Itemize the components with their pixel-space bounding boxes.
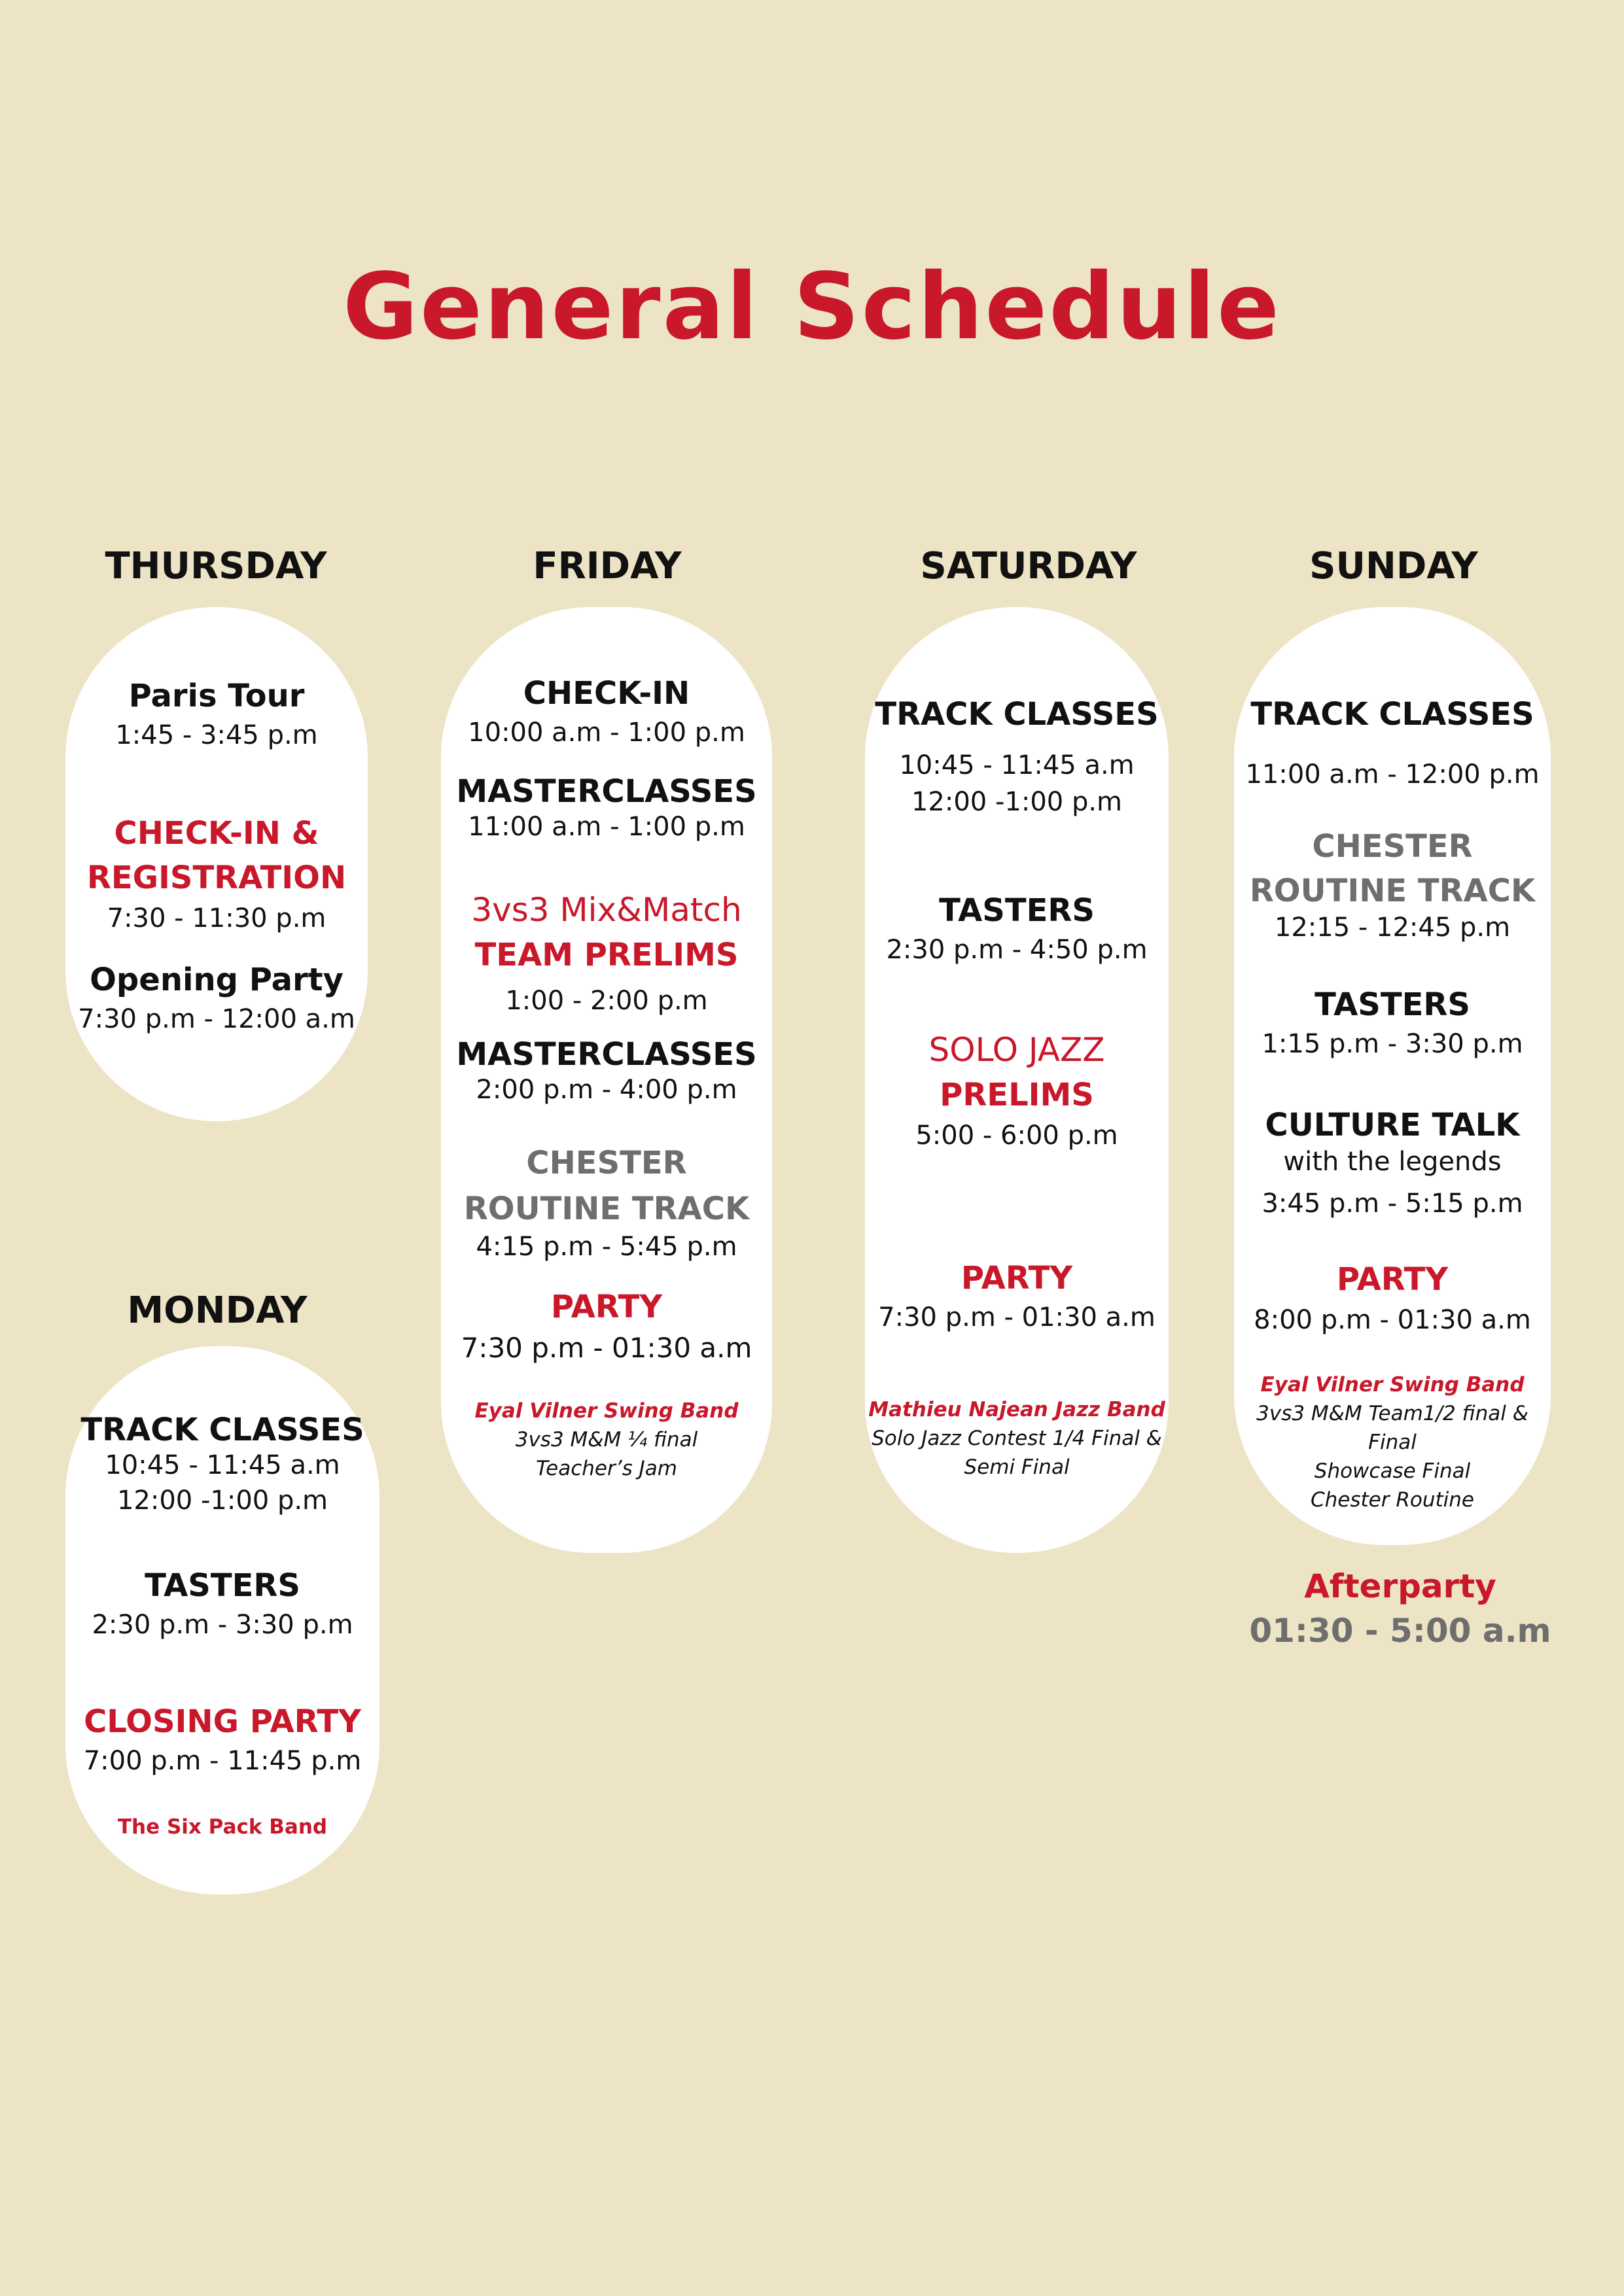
solo-jazz-title: SOLO JAZZ xyxy=(928,1031,1105,1069)
paris-tour-title: Paris Tour xyxy=(128,678,305,714)
sunday-note-3: Showcase Final xyxy=(1314,1459,1471,1483)
friday-masterclasses2-title: MASTERCLASSES xyxy=(456,1036,757,1073)
afterparty-time: 01:30 - 5:00 a.m xyxy=(1249,1612,1551,1650)
page-title: General Schedule xyxy=(343,254,1281,360)
closing-party-time: 7:00 p.m - 11:45 p.m xyxy=(83,1746,362,1776)
monday-band: The Six Pack Band xyxy=(117,1815,328,1839)
sunday-track-classes-title: TRACK CLASSES xyxy=(1250,696,1534,733)
friday-party-title: PARTY xyxy=(550,1289,663,1325)
saturday-party-title: PARTY xyxy=(961,1260,1073,1296)
checkin-title-line2: REGISTRATION xyxy=(86,860,347,896)
day-heading-thursday: THURSDAY xyxy=(105,545,327,587)
friday-checkin-title: CHECK-IN xyxy=(523,675,690,712)
sunday-note-4: Chester Routine xyxy=(1311,1488,1474,1512)
friday-note-2: Teacher’s Jam xyxy=(536,1457,677,1480)
monday-card xyxy=(65,1346,380,1894)
checkin-time: 7:30 - 11:30 p.m xyxy=(107,903,327,933)
sunday-card xyxy=(1234,607,1551,1545)
day-heading-monday: MONDAY xyxy=(127,1289,308,1332)
friday-masterclasses2-time: 2:00 p.m - 4:00 p.m xyxy=(476,1075,737,1105)
saturday-tasters-time: 2:30 p.m - 4:50 p.m xyxy=(886,935,1148,965)
friday-checkin-time: 10:00 a.m - 1:00 p.m xyxy=(468,718,745,748)
saturday-tasters-title: TASTERS xyxy=(939,892,1095,929)
saturday-party-time: 7:30 p.m - 01:30 a.m xyxy=(878,1302,1156,1332)
team-prelims-title: TEAM PRELIMS xyxy=(474,937,739,973)
saturday-track-classes-title: TRACK CLASSES xyxy=(875,696,1159,733)
monday-tasters-title: TASTERS xyxy=(145,1567,300,1604)
sunday-note-1: 3vs3 M&M Team1/2 final & xyxy=(1256,1402,1528,1425)
monday-track-time-2: 12:00 -1:00 p.m xyxy=(116,1486,328,1516)
friday-masterclasses1-title: MASTERCLASSES xyxy=(456,773,757,810)
day-heading-saturday: SATURDAY xyxy=(920,545,1137,587)
solo-jazz-prelims-title: PRELIMS xyxy=(940,1077,1094,1113)
culture-talk-time: 3:45 p.m - 5:15 p.m xyxy=(1262,1189,1523,1219)
monday-track-time-1: 10:45 - 11:45 a.m xyxy=(105,1450,340,1480)
friday-note-1: 3vs3 M&M ¼ final xyxy=(515,1428,698,1452)
friday-party-time: 7:30 p.m - 01:30 a.m xyxy=(461,1332,752,1364)
day-heading-sunday: SUNDAY xyxy=(1309,545,1478,587)
closing-party-title: CLOSING PARTY xyxy=(84,1703,361,1740)
sunday-track-time: 11:00 a.m - 12:00 p.m xyxy=(1245,759,1540,790)
opening-party-time: 7:30 p.m - 12:00 a.m xyxy=(78,1004,355,1034)
saturday-track-time-2: 12:00 -1:00 p.m xyxy=(911,787,1123,817)
saturday-track-time-1: 10:45 - 11:45 a.m xyxy=(899,750,1135,780)
friday-card xyxy=(441,607,772,1553)
sunday-tasters-title: TASTERS xyxy=(1315,986,1470,1023)
friday-chester-title-line2: ROUTINE TRACK xyxy=(463,1191,750,1227)
team-prelims-time: 1:00 - 2:00 p.m xyxy=(505,986,708,1016)
sunday-chester-time: 12:15 - 12:45 p.m xyxy=(1274,913,1511,943)
friday-band: Eyal Vilner Swing Band xyxy=(474,1399,739,1423)
sunday-chester-title-line1: CHESTER xyxy=(1312,828,1473,865)
sunday-chester-title-line2: ROUTINE TRACK xyxy=(1249,873,1536,909)
solo-jazz-prelims-time: 5:00 - 6:00 p.m xyxy=(915,1121,1118,1151)
culture-talk-title: CULTURE TALK xyxy=(1265,1107,1520,1143)
friday-masterclasses1-time: 11:00 a.m - 1:00 p.m xyxy=(468,812,745,842)
culture-talk-subtitle: with the legends xyxy=(1283,1147,1502,1177)
saturday-note-2: Semi Final xyxy=(964,1455,1070,1479)
friday-chester-title-line1: CHESTER xyxy=(526,1145,687,1181)
monday-tasters-time: 2:30 p.m - 3:30 p.m xyxy=(92,1610,353,1640)
sunday-note-2: Final xyxy=(1368,1431,1417,1454)
paris-tour-time: 1:45 - 3:45 p.m xyxy=(115,720,318,750)
sunday-band: Eyal Vilner Swing Band xyxy=(1260,1373,1525,1397)
saturday-card xyxy=(865,607,1169,1553)
thursday-card xyxy=(65,607,368,1121)
day-heading-friday: FRIDAY xyxy=(533,545,682,587)
mixmatch-title: 3vs3 Mix&Match xyxy=(471,891,742,929)
opening-party-title: Opening Party xyxy=(90,962,344,998)
saturday-band: Mathieu Najean Jazz Band xyxy=(868,1398,1165,1421)
afterparty-title: Afterparty xyxy=(1304,1567,1496,1605)
sunday-party-title: PARTY xyxy=(1336,1261,1449,1298)
sunday-tasters-time: 1:15 p.m - 3:30 p.m xyxy=(1262,1029,1523,1059)
saturday-note-1: Solo Jazz Contest 1/4 Final & xyxy=(872,1427,1162,1450)
monday-track-classes-title: TRACK CLASSES xyxy=(80,1412,364,1448)
checkin-title-line1: CHECK-IN & xyxy=(114,815,319,852)
friday-chester-time: 4:15 p.m - 5:45 p.m xyxy=(476,1232,737,1262)
sunday-party-time: 8:00 p.m - 01:30 a.m xyxy=(1254,1305,1531,1335)
